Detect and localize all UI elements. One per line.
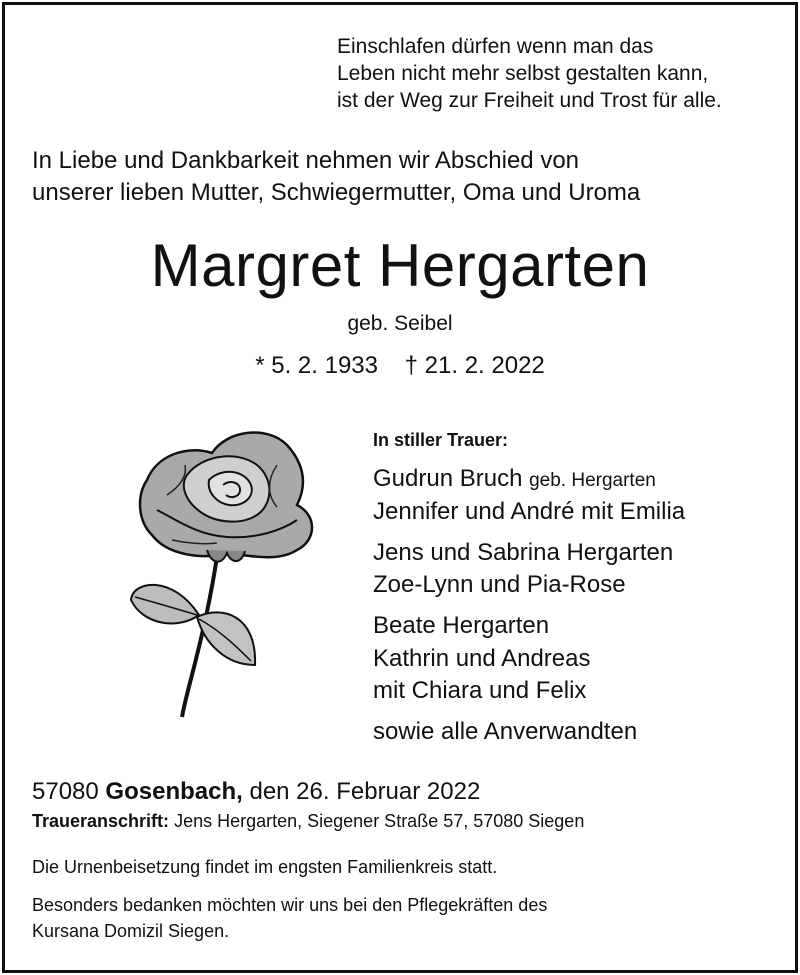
rose-illustration-icon	[127, 425, 322, 720]
mourners-heading: In stiller Trauer:	[373, 430, 509, 450]
mourner-line: Jennifer und André mit Emilia	[373, 498, 686, 525]
postcode: 57080	[32, 778, 99, 805]
quote-block	[337, 33, 722, 114]
death-date: † 21. 2. 2022	[404, 352, 545, 379]
town: Gosenbach,	[105, 778, 243, 805]
quote-line: Leben nicht mehr selbst gestalten kann,	[337, 62, 709, 85]
life-dates	[0, 350, 800, 382]
mourner-maiden-name: geb. Hergarten	[529, 470, 656, 491]
birth-date: * 5. 2. 1933	[255, 352, 378, 379]
mourner-line: sowie alle Anverwandten	[373, 718, 638, 745]
date: den 26. Februar 2022	[249, 778, 481, 805]
mourner-line: mit Chiara und Felix	[373, 677, 587, 704]
quote-line: Einschlafen dürfen wenn man das	[337, 35, 654, 58]
deceased-name: Margret Hergarten	[150, 232, 650, 299]
thanks-note: Kursana Domizil Siegen.	[32, 921, 230, 941]
intro-line: unserer lieben Mutter, Schwiegermutter, Oma und Uroma	[32, 179, 641, 206]
intro-text	[32, 145, 640, 209]
mourner-line: Beate Hergarten	[373, 612, 550, 639]
mourner-name: Gudrun Bruch	[373, 465, 523, 492]
address-label: Traueranschrift:	[32, 811, 170, 831]
mourner-line: Kathrin und Andreas	[373, 645, 591, 672]
mourner-line: Zoe-Lynn und Pia-Rose	[373, 571, 626, 598]
burial-note: Die Urnenbeisetzung findet im engsten Familienkreis statt.	[32, 857, 498, 877]
mourning-address	[32, 808, 584, 834]
address-value: Jens Hergarten, Siegener Straße 57, 57080 Siegen	[174, 811, 585, 831]
mourner-line	[373, 463, 656, 497]
quote-line: ist der Weg zur Freiheit und Trost für alle.	[337, 89, 722, 112]
place-date	[32, 776, 480, 808]
thanks-note: Besonders bedanken möchten wir uns bei den Pflegekräften des	[32, 895, 548, 915]
mourner-line: Jens und Sabrina Hergarten	[373, 539, 674, 566]
maiden-name: geb. Seibel	[347, 312, 453, 335]
intro-line: In Liebe und Dankbarkeit nehmen wir Abschied von	[32, 147, 580, 174]
